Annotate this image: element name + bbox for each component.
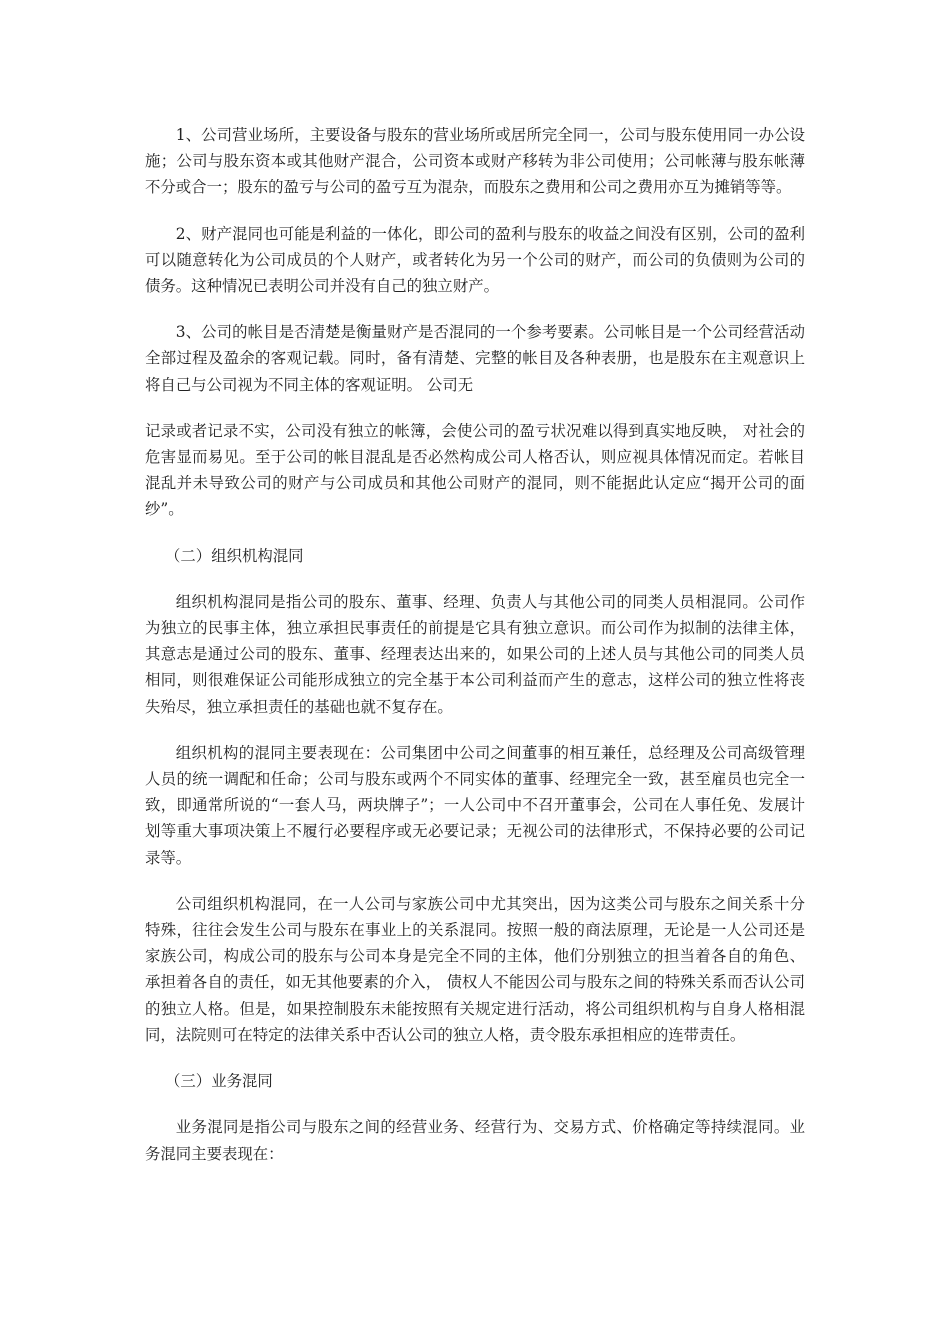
paragraph-3-continued: 记录或者记录不实，公司没有独立的帐簿，会使公司的盈亏状况难以得到真实地反映， 对社会的危害显而易见。至于公司的帐目混乱是否必然构成公司人格否认，则应视具体情况而定。若帐目混乱并未导致公司的财产与公司成员和其他公司财产的混同，则不能据此认定应“揭开公司的面纱”。 bbox=[145, 421, 805, 519]
spacer bbox=[145, 1048, 805, 1068]
spacer bbox=[145, 720, 805, 740]
spacer bbox=[145, 523, 805, 543]
paragraph-6: 公司组织机构混同，在一人公司与家族公司中尤其突出，因为这类公司与股东之间关系十分特殊，往往会发生公司与股东在事业上的关系混同。按照一般的商法原理，无论是一人公司还是家族公司，构成公司的股东与公司本身是完全不同的主体，他们分别独立的担当着各自的角色、承担着各自的责任，如无其他要素的介入， 债权人不能因公司与股东之间的特殊关系而否认公司的独立人格。但是，如果控制股东未能按照有关规定进行活动，将公司组织机构与自身人格相混同，法院则可在特定的法律关系中否认公司的独立人格，责令股东承担相应的连带责任。 bbox=[145, 894, 805, 1044]
spacer bbox=[145, 299, 805, 319]
section-heading-business: （三）业务混同 bbox=[165, 1072, 273, 1091]
paragraph-7: 业务混同是指公司与股东之间的经营业务、经营行为、交易方式、价格确定等持续混同。业务混同主要表现在： bbox=[145, 1118, 805, 1163]
paragraph-2: 2、财产混同也可能是利益的一体化，即公司的盈利与股东的收益之间没有区别，公司的盈利可以随意转化为公司成员的个人财产，或者转化为另一个公司的财产，而公司的负债则为公司的债务。这种情况已表明公司并没有自己的独立财产。 bbox=[145, 224, 805, 296]
paragraph-1: 1、公司营业场所，主要设备与股东的营业场所或居所完全同一，公司与股东使用同一办公设施；公司与股东资本或其他财产混合，公司资本或财产移转为非公司使用；公司帐薄与股东帐薄不分或合一；股东的盈亏与公司的盈亏互为混杂，而股东之费用和公司之费用亦互为摊销等等。 bbox=[145, 126, 805, 197]
spacer bbox=[145, 569, 805, 589]
spacer bbox=[145, 201, 805, 221]
paragraph-5: 组织机构的混同主要表现在：公司集团中公司之间董事的相互兼任，总经理及公司高级管理人员的统一调配和任命；公司与股东或两个不同实体的董事、经理完全一致，甚至雇员也完全一致，即通常所说的“一套人马，两块牌子”；一人公司中不召开董事会，公司在人事任免、发展计划等重大事项决策上不履行必要程序或无必要记录；无视公司的法律形式，不保持必要的公司记录等。 bbox=[145, 743, 805, 867]
document-page bbox=[145, 122, 805, 1167]
section-heading-organization: （二）组织机构混同 bbox=[165, 546, 304, 565]
spacer bbox=[145, 398, 805, 418]
spacer bbox=[145, 1094, 805, 1114]
paragraph-3: 3、公司的帐目是否清楚是衡量财产是否混同的一个参考要素。公司帐目是一个公司经营活动全部过程及盈余的客观记载。同时，备有清楚、完整的帐目及各种表册，也是股东在主观意识上将自己与公司视为不同主体的客观证明。 公司无 bbox=[145, 323, 805, 394]
paragraph-4: 组织机构混同是指公司的股东、董事、经理、负责人与其他公司的同类人员相混同。公司作为独立的民事主体，独立承担民事责任的前提是它具有独立意识。而公司作为拟制的法律主体，其意志是通过公司的股东、董事、经理表达出来的，如果公司的上述人员与其他公司的同类人员相同，则很难保证公司能形成独立的完全基于本公司利益而产生的意志，这样公司的独立性将丧失殆尽，独立承担责任的基础也就不复存在。 bbox=[145, 592, 805, 716]
spacer bbox=[145, 871, 805, 891]
